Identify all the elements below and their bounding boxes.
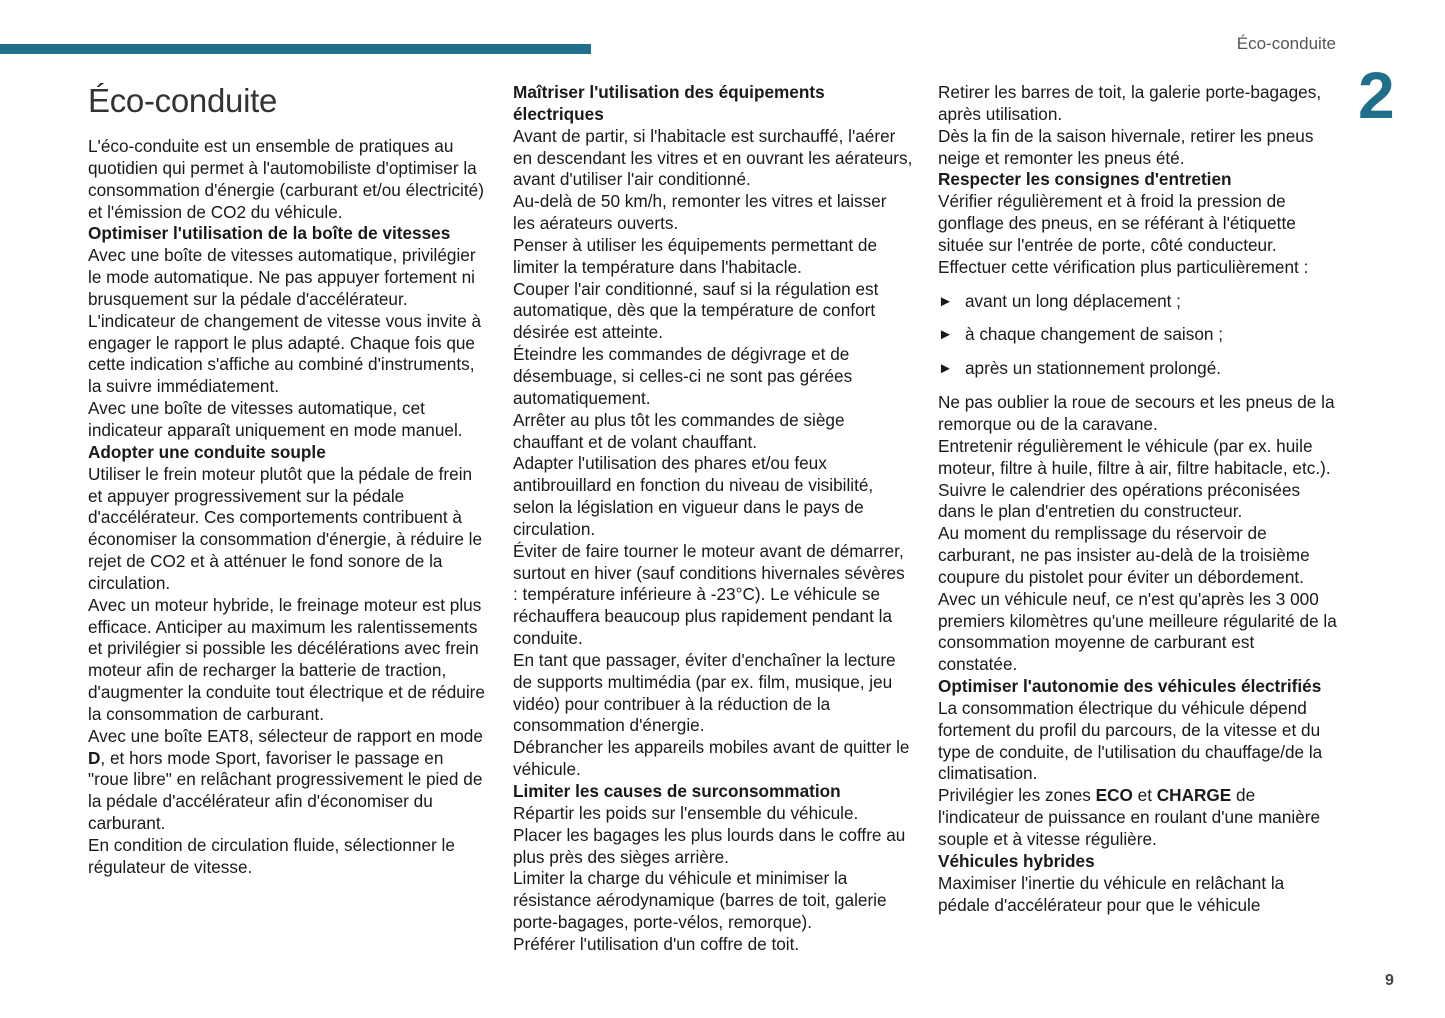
paragraph: Préférer l'utilisation d'un coffre de toit. [513,933,800,954]
paragraph: Avec un véhicule neuf, ce n'est qu'après les 3 000 premiers kilomètres qu'une meilleure régularité de la consommation moyenne de carburant est constatée. [938,588,1337,675]
bullet-list [938,291,1338,381]
list-item [938,324,1338,346]
section-heading: Respecter les consignes d'entretien [938,169,1232,190]
paragraph: Effectuer cette vérification plus particulièrement : [938,256,1309,277]
paragraph: La consommation électrique du véhicule dépend fortement du profil du parcours, de la vitesse et du type de conduite, de l'utilisation du chauffage/de la climatisation. [938,697,1323,784]
arrow-bullet-icon: ► [938,326,953,344]
paragraph: L'éco-conduite est un ensemble de pratiques au quotidien qui permet à l'automobiliste d'optimiser la consommation d'énergie (carburant et/ou électricité) et l'émission de CO2 du véhicule. [88,136,484,222]
paragraph: Au moment du remplissage du réservoir de carburant, ne pas insister au-delà de la troisième coupure du pistolet pour éviter un débordement. [938,523,1310,587]
paragraph: Avec une boîte de vitesses automatique, cet indicateur apparaît uniquement en mode manuel. [88,398,463,440]
section-heading: Optimiser l'utilisation de la boîte de vitesses [88,223,451,244]
paragraph: Éteindre les commandes de dégivrage et de désembuage, si celles-ci ne sont pas gérées automatiquement. [513,344,853,408]
column-2 [513,82,913,956]
chapter-number: 2 [1358,58,1395,132]
paragraph: En tant que passager, éviter d'enchaîner la lecture de supports multimédia (par ex. film, musique, jeu vidéo) pour contribuer à la réduction de la consommation d'énergie. [513,649,896,736]
arrow-bullet-icon: ► [938,292,953,310]
paragraph: Adapter l'utilisation des phares et/ou feux antibrouillard en fonction du niveau de visibilité, selon la législation en vigueur dans le pays de circulation. [513,453,874,539]
paragraph: Penser à utiliser les équipements permettant de limiter la température dans l'habitacle. [513,234,878,277]
paragraph: Maximiser l'inertie du véhicule en relâchant la pédale d'accélérateur pour que le véhicule [938,872,1285,915]
paragraph: Placer les bagages les plus lourds dans le coffre au plus près des sièges arrière. [513,824,906,867]
section-heading: Limiter les causes de surconsommation [513,781,841,801]
section-heading: Adopter une conduite souple [88,441,326,462]
column-3 [938,82,1338,916]
list-item-text: avant un long déplacement ; [965,290,1181,311]
paragraph: Vérifier régulièrement et à froid la pression de gonflage des pneus, en se référant à l'étiquette située sur l'entrée de porte, côté conducteur. [938,191,1296,255]
section-heading: Optimiser l'autonomie des véhicules électrifiés [938,676,1322,697]
paragraph: Retirer les barres de toit, la galerie porte-bagages, après utilisation. [938,82,1322,124]
paragraph [88,726,488,835]
page-number: 9 [1385,972,1394,989]
text-run: , et hors mode Sport, favoriser le passage en "roue libre" en relâchant progressivement le pied de la pédale d'accélérateur afin d'économiser du carburant. [88,747,483,834]
paragraph: Avant de partir, si l'habitacle est surchauffé, l'aérer en descendant les vitres et en ouvrant les aérateurs, avant d'utiliser l'air conditionné. [513,125,913,190]
text-run: Avec une boîte EAT8, sélecteur de rapport en mode [88,725,483,746]
eco-zone-label: ECO [1095,785,1133,806]
paragraph: En condition de circulation fluide, sélectionner le régulateur de vitesse. [88,835,455,877]
paragraph: Entretenir régulièrement le véhicule (par ex. huile moteur, filtre à huile, filtre à air, filtre habitacle, etc.). Suivre le calendrier des opérations préconisées dans le plan d'entretien du constructeur. [938,435,1331,522]
arrow-bullet-icon: ► [938,360,953,378]
paragraph: L'indicateur de changement de vitesse vous invite à engager le rapport le plus adapté. Chaque fois que cette indication s'affiche au combiné d'instruments, la suivre immédiatement. [88,310,482,397]
paragraph: Au-delà de 50 km/h, remonter les vitres et laisser les aérateurs ouverts. [513,191,887,234]
section-heading: Maîtriser l'utilisation des équipements électriques [513,82,825,124]
paragraph: Couper l'air conditionné, sauf si la régulation est automatique, dès que la température de confort désirée est atteinte. [513,278,879,343]
paragraph: Utiliser le frein moteur plutôt que la pédale de frein et appuyer progressivement sur la pédale d'accélérateur. Ces comportements contribuent à économiser la consommation d'énergie, à réduire le rejet de CO2 et à atténuer le fond sonore de la circulation. [88,463,483,593]
running-header: Éco-conduite [1236,34,1336,53]
gear-mode-label: D [88,747,101,768]
paragraph: Limiter la charge du véhicule et minimiser la résistance aérodynamique (barres de toit, galerie porte-bagages, porte-vélos, remorque). [513,868,887,933]
list-item-text: après un stationnement prolongé. [965,358,1222,379]
page-title: Éco-conduite [88,82,278,119]
charge-zone-label: CHARGE [1156,785,1232,806]
text-run: et [1132,785,1157,806]
paragraph: Avec une boîte de vitesses automatique, privilégier le mode automatique. Ne pas appuyer fortement ni brusquement sur la pédale d'accélérateur. [88,245,476,309]
list-item-text: à chaque changement de saison ; [965,324,1223,345]
list-item [938,358,1338,380]
section-heading: Véhicules hybrides [938,850,1095,871]
text-run: de l'indicateur de puissance en roulant d'une manière souple et à vitesse régulière. [938,785,1321,849]
chapter-color-bar [0,44,591,54]
paragraph: Ne pas oublier la roue de secours et les pneus de la remorque ou de la caravane. [938,392,1335,434]
text-run: Privilégier les zones [938,785,1096,806]
paragraph: Répartir les poids sur l'ensemble du véhicule. [513,802,859,823]
list-item [938,291,1338,313]
paragraph: Avec un moteur hybride, le freinage moteur est plus efficace. Anticiper au maximum les ralentissements et privilégier si possible les décélérations avec frein moteur afin de recharger la batterie de traction, d'augmenter la conduite tout électrique et de réduire la consommation de carburant. [88,594,485,724]
column-1 [88,82,488,879]
paragraph: Arrêter au plus tôt les commandes de siège chauffant et de volant chauffant. [513,409,845,452]
paragraph [938,785,1338,851]
paragraph: Dès la fin de la saison hivernale, retirer les pneus neige et remonter les pneus été. [938,125,1314,168]
paragraph: Débrancher les appareils mobiles avant de quitter le véhicule. [513,737,910,780]
paragraph: Éviter de faire tourner le moteur avant de démarrer, surtout en hiver (sauf conditions hivernales sévères : température inférieure à -23°C). Le véhicule se réchauffera beaucoup plus rapidement pendant la conduite. [513,540,905,649]
